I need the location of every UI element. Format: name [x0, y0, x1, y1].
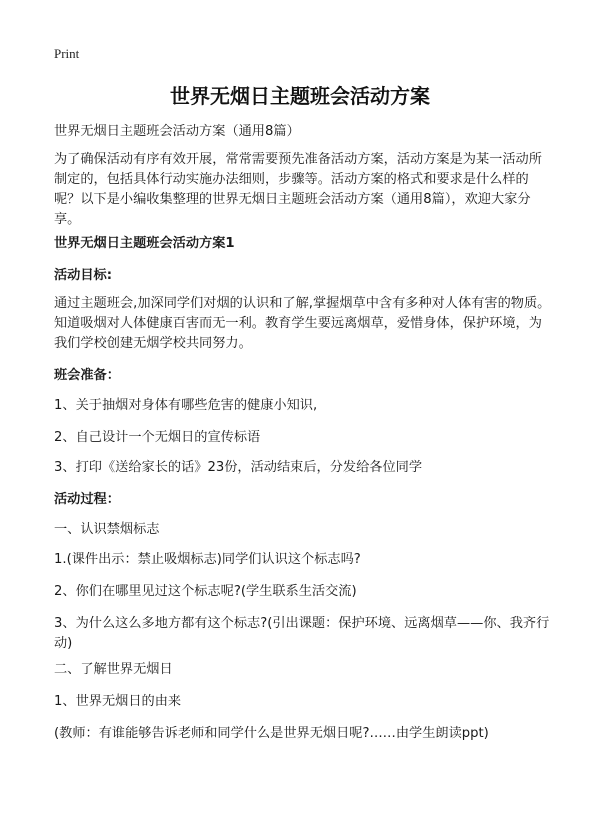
- prep-heading: 班会准备：: [54, 368, 120, 383]
- section-heading: 世界无烟日主题班会活动方案1: [54, 236, 235, 251]
- document-title: 世界无烟日主题班会活动方案: [170, 84, 430, 108]
- part1-item: 1.(课件出示：禁止吸烟标志)同学们认识这个标志吗?: [54, 552, 361, 567]
- print-link[interactable]: Print: [54, 46, 80, 61]
- part2-heading: 二、了解世界无烟日: [54, 662, 173, 677]
- document-subtitle: 世界无烟日主题班会活动方案（通用8篇）: [54, 124, 300, 139]
- part1-item: 2、你们在哪里见过这个标志呢?(学生联系生活交流): [54, 584, 357, 599]
- prep-item: 1、关于抽烟对身体有哪些危害的健康小知识,: [54, 398, 318, 413]
- part1-heading: 一、认识禁烟标志: [54, 522, 160, 537]
- prep-item: 2、自己设计一个无烟日的宣传标语: [54, 430, 261, 445]
- part2-item: 1、世界无烟日的由来: [54, 694, 182, 709]
- part2-item: (教师：有谁能够告诉老师和同学什么是世界无烟日呢?……由学生朗读ppt): [54, 726, 489, 741]
- goal-paragraph: 通过主题班会,加深同学们对烟的认识和了解,掌握烟草中含有多种对人体有害的物质。知道吸烟对人体健康百害而无一利。教育学生要远离烟草，爱惜身体，保护环境，为我们学校创建无烟学校共同努力。: [54, 296, 551, 351]
- part1-item: 3、为什么这么多地方都有这个标志?(引出课题：保护环境、远离烟草——你、我齐行动): [54, 616, 550, 651]
- prep-item: 3、打印《送给家长的话》23份，活动结束后，分发给各位同学: [54, 460, 423, 475]
- goal-heading: 活动目标:: [54, 268, 113, 283]
- process-heading: 活动过程：: [54, 492, 120, 507]
- intro-paragraph: 为了确保活动有序有效开展，常常需要预先准备活动方案，活动方案是为某一活动所制定的，包括具体行动实施办法细则，步骤等。活动方案的格式和要求是什么样的呢？以下是小编收集整理的世界无烟日主题班会活动方案（通用8篇），欢迎大家分享。: [54, 152, 542, 227]
